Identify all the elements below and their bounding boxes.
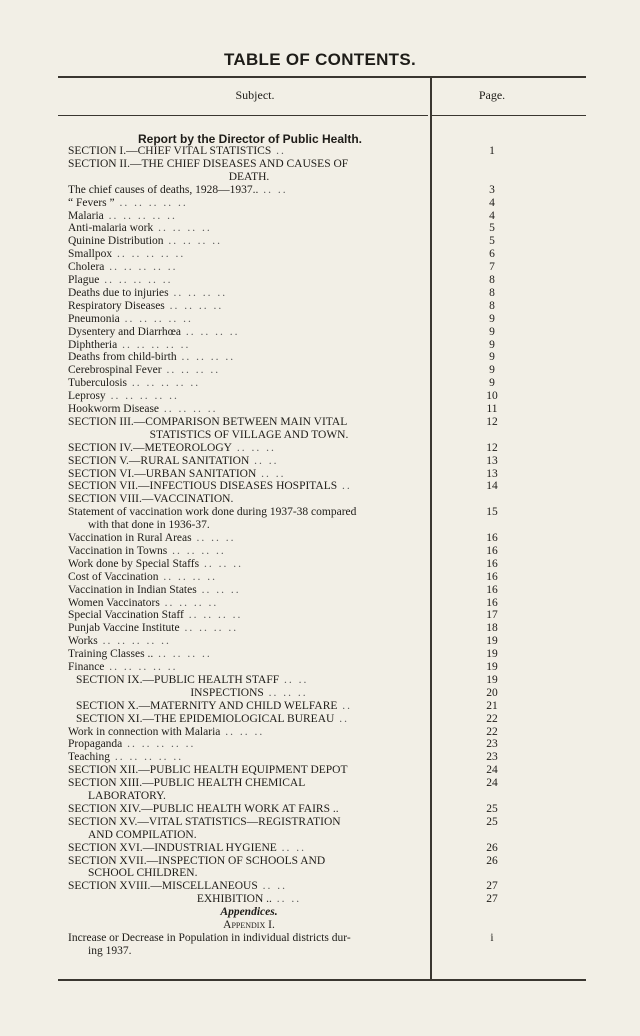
leader-dots: .. .. .. <box>199 557 243 570</box>
toc-entry-text: Deaths due to injuries <box>68 286 169 299</box>
leader-dots: .. <box>334 712 349 725</box>
toc-page-number: 19 <box>486 648 498 661</box>
toc-page-number: 7 <box>489 261 495 274</box>
toc-entry <box>68 919 430 932</box>
leader-dots: .. .. .. <box>220 725 265 738</box>
leader-dots: .. .. .. .. <box>183 609 243 622</box>
toc-entry-text: DEATH. <box>228 170 270 183</box>
toc-page-number: 19 <box>486 635 498 648</box>
toc-entry-text: Statement of vaccination work done during 1937-38 compared <box>68 506 357 519</box>
toc-entry <box>68 777 430 790</box>
column-header-page: Page. <box>478 88 506 102</box>
toc-entry-text: with that done in 1936-37. <box>88 519 210 532</box>
toc-entry-text: Tuberculosis <box>68 377 127 390</box>
toc-entry-text: SECTION XII.—PUBLIC HEALTH EQUIPMENT DEPOT <box>68 764 348 777</box>
toc-entry-text: Diphtheria <box>68 338 118 351</box>
leader-dots: .. .. .. .. <box>153 648 212 661</box>
leader-dots: .. .. <box>276 841 307 854</box>
toc-page-number: 19 <box>486 661 498 673</box>
toc-entry-text: The chief causes of deaths, 1928—1937.. <box>68 183 259 196</box>
leader-dots: .. .. .. .. <box>153 222 212 235</box>
leader-dots: .. .. .. .. .. <box>104 661 178 673</box>
leader-dots: .. .. .. .. <box>159 403 218 415</box>
table-bottom-rule <box>58 979 586 981</box>
leader-dots: .. .. .. <box>231 441 276 454</box>
toc-page-number: 10 <box>486 390 498 403</box>
toc-page-number: 21 <box>486 699 498 712</box>
leader-dots: .. .. .. .. <box>158 570 217 583</box>
toc-entry-text: Works <box>68 635 98 648</box>
toc-entry-text: SECTION VIII.—VACCINATION. <box>68 493 234 506</box>
toc-entry-text: Cholera <box>68 261 105 274</box>
leader-dots: .. .. <box>271 893 302 906</box>
toc-entry-text: SECTION IV.—METEOROLOGY <box>68 441 232 454</box>
toc-page-number: 16 <box>486 596 498 609</box>
toc-entry <box>88 829 450 842</box>
toc-entry-text: SECTION XIII.—PUBLIC HEALTH CHEMICAL <box>68 777 306 790</box>
toc-entry <box>68 416 430 429</box>
leader-dots: .. .. .. .. <box>164 299 224 312</box>
toc-entry-text: Anti-malaria work <box>68 222 154 235</box>
toc-entry-text: SECTION X.—MATERNITY AND CHILD WELFARE <box>76 699 338 712</box>
leader-dots: .. .. .. <box>191 532 236 544</box>
toc-entry <box>68 622 430 635</box>
toc-page-number: 20 <box>486 686 498 699</box>
toc-entry-text: Work in connection with Malaria <box>68 725 221 738</box>
toc-entry-text: SECTION V.—RURAL SANITATION <box>68 454 250 467</box>
toc-entry-text: SECTION VI.—URBAN SANITATION <box>68 467 257 480</box>
toc-entry-text: EXHIBITION .. <box>196 893 272 906</box>
leader-dots: .. <box>337 699 353 712</box>
toc-entry-text: Pneumonia <box>68 312 120 325</box>
toc-entry-text: ing 1937. <box>88 944 132 957</box>
toc-entry <box>68 403 430 416</box>
toc-entry-text: AND COMPILATION. <box>88 828 197 841</box>
toc-entry-text: Plague <box>68 274 100 286</box>
leader-dots: .. .. <box>279 673 309 686</box>
toc-entry <box>68 442 430 455</box>
toc-entry <box>68 880 430 893</box>
toc-page-number: 22 <box>486 725 498 738</box>
toc-entry-text: Cost of Vaccination <box>68 570 159 583</box>
leader-dots: .. .. .. .. <box>179 622 239 635</box>
toc-entry <box>68 532 430 545</box>
toc-page-number: 22 <box>486 712 498 725</box>
toc-entry <box>68 429 430 442</box>
toc-entry <box>68 480 430 493</box>
toc-entry <box>68 493 430 506</box>
toc-entry <box>68 468 430 481</box>
toc-entry-text: Deaths from child-birth <box>68 351 177 364</box>
toc-page-number: 4 <box>489 196 495 209</box>
toc-page-number: 11 <box>486 403 498 415</box>
leader-dots: .. .. .. .. .. <box>112 248 186 261</box>
toc-entry <box>68 377 430 390</box>
toc-entry <box>68 145 430 158</box>
toc-entry-text: Cerebrospinal Fever <box>68 364 162 377</box>
leader-dots: .. <box>337 480 352 493</box>
toc-entry-text: Training Classes .. <box>68 648 154 661</box>
toc-entry <box>88 519 450 532</box>
leader-dots: .. .. .. .. <box>163 235 223 248</box>
toc-entry-text: SECTION III.—COMPARISON BETWEEN MAIN VITAL <box>68 415 348 428</box>
toc-page-number: 24 <box>486 764 498 777</box>
leader-dots: .. .. .. .. <box>168 286 228 299</box>
toc-page-number: 4 <box>489 209 495 222</box>
toc-page-number: 9 <box>489 364 495 377</box>
toc-entry <box>68 158 430 171</box>
toc-entry <box>68 364 430 377</box>
toc-entry-text: SCHOOL CHILDREN. <box>88 867 198 880</box>
toc-page-number: 9 <box>489 377 495 390</box>
toc-page-number: 13 <box>486 467 498 480</box>
leader-dots: .. .. .. .. .. <box>114 196 188 209</box>
toc-page-number: 16 <box>486 544 498 557</box>
toc-page-number: 12 <box>486 441 498 454</box>
toc-entry-text: Finance <box>68 661 105 673</box>
toc-entry <box>68 855 430 868</box>
leader-dots: .. .. .. .. .. <box>104 261 178 274</box>
toc-page-number: 9 <box>489 325 495 338</box>
toc-page-number: 1 <box>489 145 495 157</box>
toc-entry <box>68 339 430 352</box>
toc-page-number: 5 <box>489 235 495 248</box>
toc-page-number: 9 <box>489 351 495 364</box>
toc-entry <box>76 700 438 713</box>
toc-entry <box>68 816 430 829</box>
toc-page-number: 25 <box>486 802 498 815</box>
toc-entry <box>68 906 430 919</box>
column-header-subject: Subject. <box>235 88 275 102</box>
toc-entry-text: SECTION XI.—THE EPIDEMIOLOGICAL BUREAU <box>76 712 335 725</box>
toc-entry <box>76 674 438 687</box>
toc-page-number: 8 <box>489 274 495 286</box>
toc-entry <box>68 326 430 339</box>
toc-page-number: 25 <box>486 815 498 828</box>
toc-entry <box>68 571 430 584</box>
toc-entry <box>68 687 430 700</box>
toc-entry-text: Vaccination in Towns <box>68 544 168 557</box>
toc-entry-text: Propaganda <box>68 738 123 751</box>
toc-entry-text: Leprosy <box>68 390 106 403</box>
toc-entry-text: SECTION XVI.—INDUSTRIAL HYGIENE <box>68 841 277 854</box>
toc-entry <box>68 545 430 558</box>
leader-dots: .. .. .. .. .. <box>127 377 201 390</box>
leader-dots: .. .. <box>256 467 286 480</box>
toc-page-number: 3 <box>489 183 495 196</box>
toc-entry-text: Vaccination in Indian States <box>68 583 197 596</box>
leader-dots: .. .. .. .. <box>181 325 240 338</box>
toc-entry <box>68 661 430 674</box>
toc-entry <box>68 597 430 610</box>
toc-entry-text: SECTION IX.—PUBLIC HEALTH STAFF <box>76 673 280 686</box>
toc-page-number: 16 <box>486 570 498 583</box>
toc-entry-text: SECTION XIV.—PUBLIC HEALTH WORK AT FAIRS .. <box>68 802 339 815</box>
toc-entry-text: SECTION XVII.—INSPECTION OF SCHOOLS AND <box>68 854 326 867</box>
leader-dots: .. .. .. .. .. <box>97 635 171 648</box>
toc-page-number: 16 <box>486 532 498 544</box>
toc-entry-text: Vaccination in Rural Areas <box>68 532 192 544</box>
toc-entry-text: Special Vaccination Staff <box>68 609 184 622</box>
leader-dots: .. .. .. .. <box>167 544 226 557</box>
toc-page-number: 23 <box>486 738 498 751</box>
toc-page-number: 13 <box>486 454 498 467</box>
toc-entry <box>68 197 430 210</box>
toc-page-number: 12 <box>486 415 498 428</box>
toc-entry <box>68 313 430 326</box>
toc-entry <box>68 893 430 906</box>
toc-page-number: 9 <box>489 312 495 325</box>
toc-page-number: i <box>490 931 494 944</box>
toc-entry-text: SECTION XV.—VITAL STATISTICS—REGISTRATION <box>68 815 341 828</box>
toc-entry <box>68 609 430 622</box>
leader-dots: .. .. .. .. .. <box>119 312 193 325</box>
toc-page-number: 9 <box>489 338 495 351</box>
toc-entry <box>88 945 450 958</box>
toc-entry-text: “ Fevers ” <box>68 196 115 209</box>
toc-page-number: 8 <box>489 286 495 299</box>
toc-page-number: 8 <box>489 299 495 312</box>
toc-page-number: 27 <box>486 893 498 906</box>
toc-page-number: 17 <box>486 609 498 622</box>
header-bottom-rule-page <box>432 115 586 116</box>
report-heading: Report by the Director of Public Health. <box>137 132 363 146</box>
toc-entry <box>68 738 430 751</box>
toc-page-number: 5 <box>489 222 495 235</box>
toc-entry-text: LABORATORY. <box>88 790 166 802</box>
toc-page-number: 14 <box>486 480 498 493</box>
leader-dots: .. .. .. .. .. <box>103 209 177 222</box>
header-bottom-rule <box>58 115 428 116</box>
toc-page-number: 15 <box>486 506 498 519</box>
toc-entry-text: Appendices. <box>220 906 278 919</box>
toc-entry <box>68 390 430 403</box>
toc-entry <box>68 584 430 597</box>
toc-page-number: 26 <box>486 841 498 854</box>
toc-entry-text: Punjab Vaccine Institute <box>68 622 180 635</box>
toc-entry-text: Hookworm Disease <box>68 403 160 415</box>
toc-entry <box>68 235 430 248</box>
toc-entry <box>68 635 430 648</box>
toc-entry <box>68 287 430 300</box>
toc-page-number: 27 <box>486 880 498 893</box>
page-title: TABLE OF CONTENTS. <box>223 50 417 69</box>
toc-entry <box>68 751 430 764</box>
leader-dots: .. .. .. .. .. <box>122 738 196 751</box>
leader-dots: .. .. .. .. .. <box>105 390 179 403</box>
toc-entry-text: Work done by Special Staffs <box>68 557 200 570</box>
toc-entry <box>68 506 430 519</box>
toc-entry-text: Malaria <box>68 209 104 222</box>
toc-entry <box>68 274 430 287</box>
toc-entry <box>68 222 430 235</box>
toc-page-number: 24 <box>486 777 498 790</box>
leader-dots: .. .. .. .. .. <box>109 751 184 764</box>
leader-dots: .. .. .. .. <box>161 364 221 377</box>
toc-entry <box>88 790 450 803</box>
toc-entry-text: SECTION VII.—INFECTIOUS DISEASES HOSPITALS <box>68 480 338 493</box>
toc-entry-text: Quinine Distribution <box>68 235 164 248</box>
toc-page-number: 6 <box>489 248 495 261</box>
leader-dots: .. .. <box>258 183 288 196</box>
leader-dots: .. .. .. <box>263 686 308 699</box>
leader-dots: .. .. <box>257 880 287 893</box>
toc-page-number: 16 <box>486 583 498 596</box>
toc-entry <box>68 932 430 945</box>
leader-dots: .. .. <box>249 454 279 467</box>
toc-entry-text: SECTION II.—THE CHIEF DISEASES AND CAUSES OF <box>68 157 349 170</box>
toc-entry-text: INSPECTIONS <box>190 686 264 699</box>
toc-entry <box>68 184 430 197</box>
table-top-rule <box>58 76 586 78</box>
toc-entry-text: Teaching <box>68 751 110 764</box>
leader-dots: .. .. .. .. .. <box>99 274 173 286</box>
toc-entry <box>68 171 430 184</box>
leader-dots: .. .. .. .. .. <box>117 338 191 351</box>
leader-dots: .. <box>271 145 286 157</box>
toc-entry <box>76 713 438 726</box>
toc-page-number: 26 <box>486 854 498 867</box>
toc-entry-text: SECTION XVIII.—MISCELLANEOUS <box>68 880 258 893</box>
toc-entry <box>68 455 430 468</box>
toc-page-number: 23 <box>486 751 498 764</box>
toc-entry <box>68 300 430 313</box>
leader-dots: .. .. .. .. <box>159 596 219 609</box>
toc-entry-text: Increase or Decrease in Population in individual districts dur- <box>68 931 351 944</box>
toc-entry <box>68 248 430 261</box>
toc-entry-text: Smallpox <box>68 248 113 261</box>
toc-page-number: 18 <box>486 622 498 635</box>
toc-entry <box>68 210 430 223</box>
toc-page-number: 16 <box>486 557 498 570</box>
toc-entry-text: Dysentery and Diarrhœa <box>68 325 182 338</box>
toc-entry <box>68 648 430 661</box>
leader-dots: .. .. .. .. <box>176 351 236 364</box>
toc-entry-text: STATISTICS OF VILLAGE AND TOWN. <box>149 428 349 441</box>
toc-entry-text: Women Vaccinators <box>68 596 160 609</box>
leader-dots: .. .. .. <box>196 583 241 596</box>
toc-entry-text: SECTION I.—CHIEF VITAL STATISTICS <box>68 145 272 157</box>
toc-entry <box>68 726 430 739</box>
toc-entry <box>68 803 430 816</box>
toc-page-number: 19 <box>486 673 498 686</box>
toc-entry <box>68 558 430 571</box>
toc-entry-text: Respiratory Diseases <box>68 299 165 312</box>
toc-entry <box>68 351 430 364</box>
toc-entry <box>68 261 430 274</box>
toc-entry <box>68 842 430 855</box>
toc-entry <box>68 764 430 777</box>
toc-entry-text: Appendix I. <box>223 919 275 931</box>
toc-entry <box>88 867 450 880</box>
